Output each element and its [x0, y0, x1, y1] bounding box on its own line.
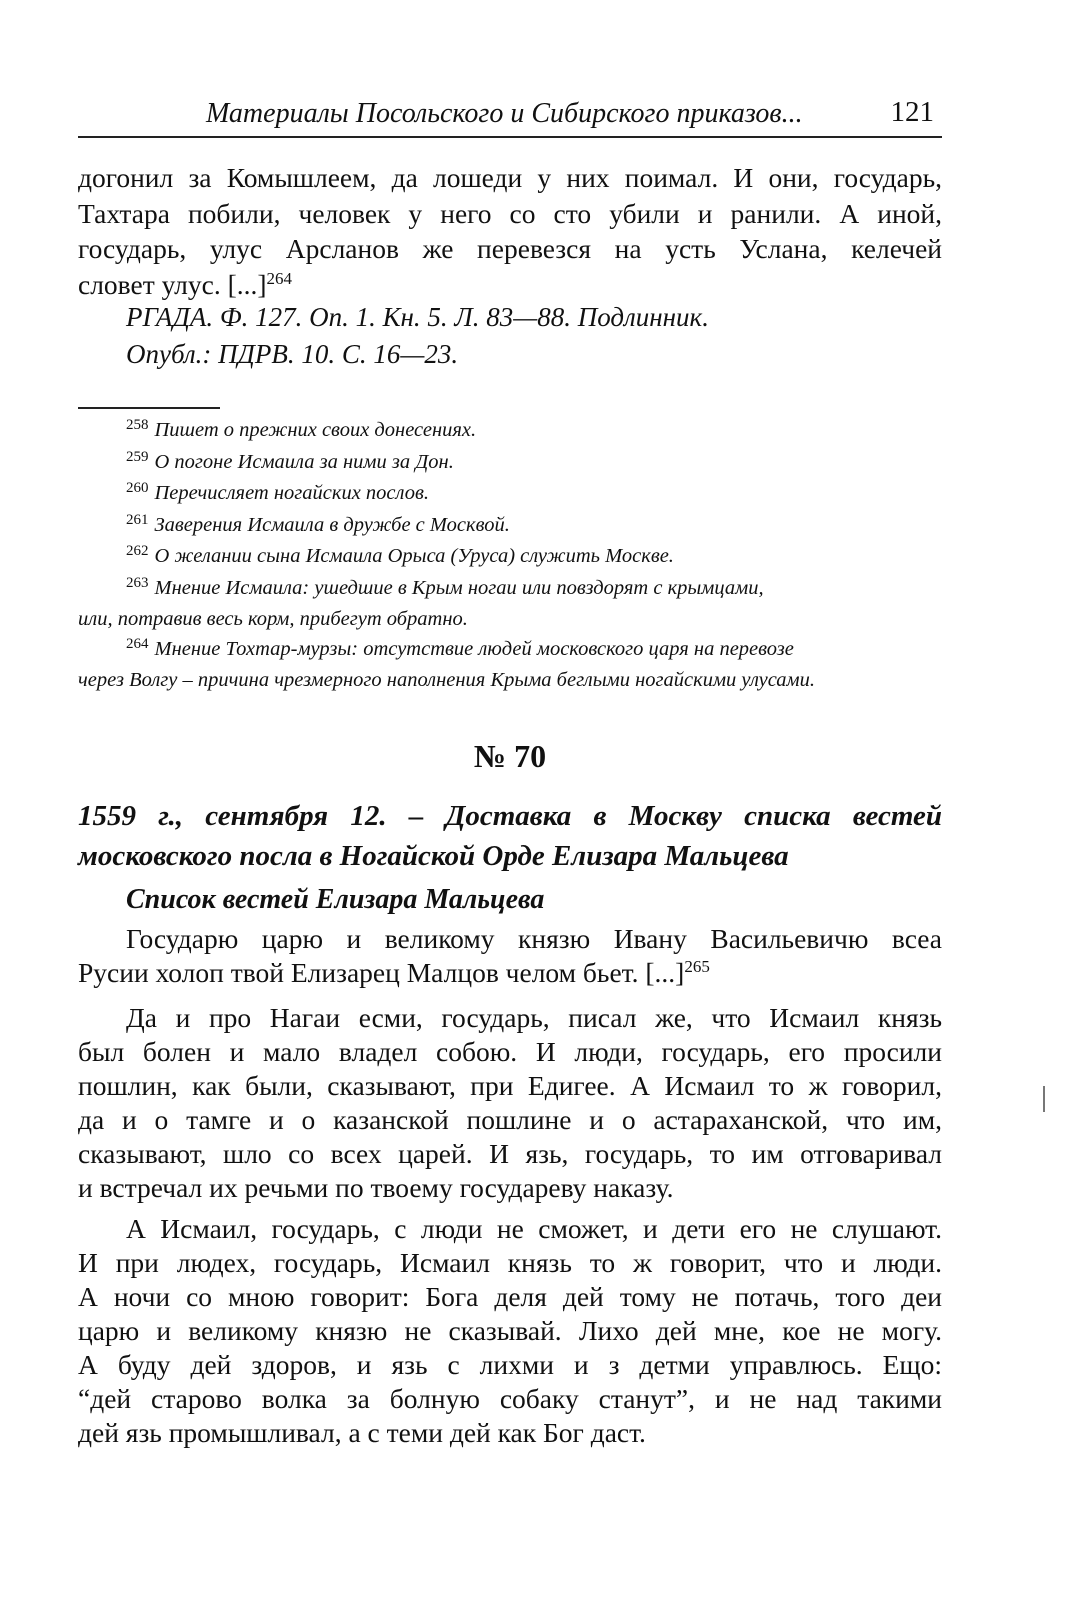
- footnote-number: 261: [126, 511, 149, 528]
- document-heading-line: 1559 г., сентября 12. – Доставка в Москву списка вестей: [78, 800, 942, 832]
- paragraph-line: царю и великому князю не сказывай. Лихо дей мне, кое не могу.: [78, 1315, 942, 1346]
- paragraph-line: И при людех, государь, Исмаил князь то ж говорит, что и люди.: [78, 1247, 942, 1278]
- paragraph: [78, 1001, 942, 1205]
- footnote-text: О погоне Исмаила за ними за Дон.: [154, 450, 454, 473]
- paragraph-line: Государю царю и великому князю Ивану Васильевичю всеа: [126, 923, 942, 954]
- body-line: Тахтара побили, человек у него со сто убили и ранили. А иной,: [78, 197, 942, 229]
- paragraph-line: А Исмаил, государь, с люди не сможет, и дети его не слушают.: [126, 1213, 942, 1244]
- paragraph-line: сказывают, шло со всех царей. И язь, государь, то им отговаривал: [78, 1138, 942, 1169]
- body-line: государь, улус Арсланов же перевезся на усть Услана, келечей: [78, 233, 942, 264]
- footnote-continuation: через Волгу – причина чрезмерного наполнения Крыма беглыми ногайскими улусами.: [78, 669, 815, 691]
- paragraph: [78, 922, 942, 994]
- footnote-item: [78, 479, 942, 511]
- footnote-item: [78, 416, 942, 448]
- footnote-divider: [78, 407, 220, 409]
- paragraph-line: да и о тамге и о казанской пошлине и о астараханской, что им,: [78, 1104, 942, 1135]
- footnotes: [78, 416, 942, 696]
- footnote-number: 264: [126, 635, 149, 652]
- document-heading: [78, 796, 942, 876]
- paragraph-last-line: дей язь промышливал, а с теми дей как Бог даст.: [78, 1417, 646, 1448]
- footnote-number: 260: [126, 480, 149, 496]
- footnote-item: [78, 635, 942, 667]
- running-title: Материалы Посольского и Сибирского приказов...: [206, 98, 803, 129]
- running-head: [78, 92, 942, 138]
- document-number: № 70: [473, 738, 547, 774]
- paragraph-line: А ночи со мною говорит: Бога деля дей тому не потачь, того деи: [78, 1281, 942, 1312]
- footnote-number: 262: [126, 543, 149, 559]
- paragraph-line: пошлин, как были, сказывают, при Едигее. А Исмаил то ж говорил,: [78, 1070, 942, 1101]
- paragraph-line: был болен и мало владел собою. И люди, государь, его просили: [78, 1036, 942, 1067]
- footnote-continuation: или, потравив весь корм, прибегут обратно.: [78, 608, 468, 630]
- footnote-item: [78, 574, 942, 606]
- footnote-number: 258: [126, 417, 149, 433]
- paragraph-line: “дей старово волка за болную собаку станут”, и не над такими: [78, 1383, 942, 1414]
- footnote-text: Заверения Исмаила в дружбе с Москвой.: [154, 513, 510, 536]
- document-body: [78, 922, 942, 1457]
- footnote-text: Пишет о прежних своих донесениях.: [154, 419, 477, 441]
- previous-document-ending: [78, 160, 942, 306]
- footnote-text: Мнение Исмаила: ушедшие в Крым ногаи или повздорят с крымцами,: [154, 576, 764, 599]
- footnote-item: [78, 511, 942, 543]
- footnote-reference: 265: [684, 957, 710, 976]
- body-line: догонил за Комышлеем, да лошеди у них поимал. И они, государь,: [78, 162, 942, 193]
- footnote-text: Мнение Тохтар-мурзы: отсутствие людей московского царя на перевозе: [154, 637, 794, 660]
- document-subheading: Список вестей Елизара Мальцева: [126, 884, 545, 915]
- footnote-number: 259: [126, 448, 149, 465]
- body-last-line: [78, 267, 942, 307]
- footnote-text: О желании сына Исмаила Орыса (Уруса) служить Москве.: [154, 545, 674, 567]
- paragraph-last-line: и встречал их речьми по твоему государеву наказу.: [78, 1172, 674, 1203]
- publication-source: Опубл.: ПДРВ. 10. С. 16—23.: [126, 339, 459, 369]
- footnote-item: [78, 542, 942, 574]
- paragraph: [78, 1212, 942, 1450]
- footnote-number: 263: [126, 574, 149, 591]
- paragraph-last-line: [78, 956, 942, 994]
- paragraph-line: Да и про Нагаи есми, государь, писал же, что Исмаил князь: [126, 1002, 942, 1033]
- page-number: 121: [890, 96, 934, 128]
- footnote-item: [78, 448, 942, 480]
- paragraph-line: А буду дей здоров, и язь с лихми и з детми управлюсь. Ещо:: [78, 1349, 942, 1380]
- footnote-text: Перечисляет ногайских послов.: [154, 482, 429, 504]
- paragraph-last-line-text: Русии холоп твой Елизарец Малцов челом бьет. [...]: [78, 957, 685, 988]
- margin-mark: [1043, 1086, 1045, 1112]
- footnote-reference: 264: [266, 268, 293, 288]
- document-heading-line: московского посла в Ногайской Орде Елизара Мальцева: [78, 840, 789, 872]
- book-page: [78, 0, 942, 1600]
- body-last-line-text: словет улус. [...]: [78, 268, 267, 300]
- archive-source: РГАДА. Ф. 127. Оп. 1. Кн. 5. Л. 83—88. Подлинник.: [126, 302, 709, 332]
